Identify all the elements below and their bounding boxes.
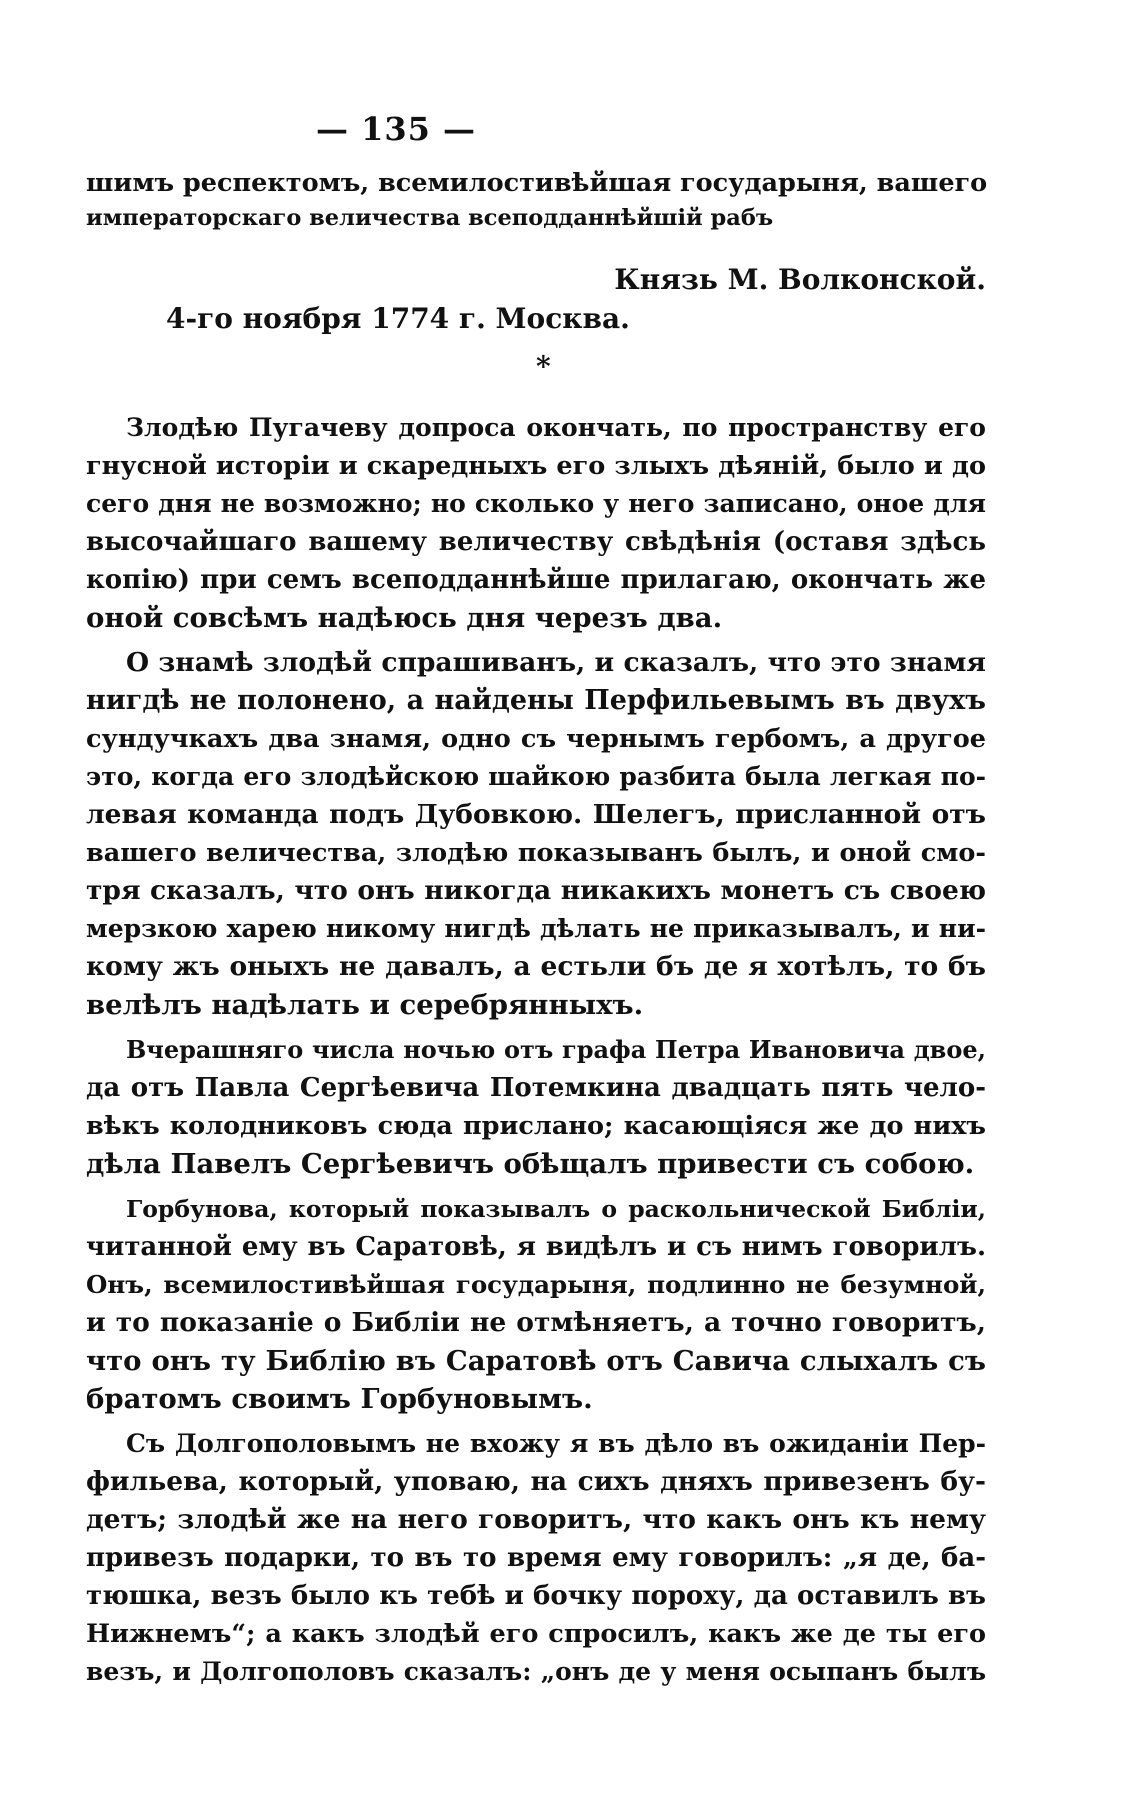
signature: Князь М. Волконской. (614, 263, 986, 296)
paragraph-line: нигдѣ не полонено, а найдены Перфильевымъ въ двухъ (86, 685, 986, 716)
paragraph-line: везъ, и Долгополовъ сказалъ: „онъ де у меня осыпанъ былъ (86, 1657, 986, 1686)
paragraph-line: сундучкахъ два знамя, одно съ чернымъ гербомъ, а другое (86, 724, 986, 754)
paragraph-line: О знамѣ злодѣй спрашиванъ, и сказалъ, что это знамя (126, 647, 986, 678)
paragraph-line: Вчерашняго числа ночью отъ графа Петра Ивановича двое, (126, 1035, 986, 1064)
paragraph-line: привезъ подарки, то въ то время ему говорилъ: „я де, ба- (86, 1543, 986, 1573)
paragraph-line: сего дня не возможно; но сколько у него записано, оное для (86, 489, 986, 518)
paragraph-line: мерзкою харею никому нигдѣ дѣлать не приказывалъ, и ни- (86, 914, 986, 943)
paragraph-line: оной совсѣмъ надѣюсь дня черезъ два. (86, 602, 723, 634)
section-separator: * (536, 350, 551, 383)
paragraph-line: Злодѣю Пугачеву допроса окончать, по пространству его (126, 413, 986, 442)
paragraph-line: Съ Долгополовымъ не вхожу я въ дѣло въ ожиданіи Пер- (126, 1429, 986, 1458)
paragraph-line: высочайшаго вашему величеству свѣдѣнія (оставя здѣсь (86, 527, 986, 557)
paragraph-line: гнусной исторіи и скаредныхъ его злыхъ дѣяній, было и до (86, 451, 986, 481)
paragraph-line: Нижнемъ“; а какъ злодѣй его спросилъ, какъ же де ты его (86, 1619, 986, 1649)
paragraph-line: кому жъ оныхъ не давалъ, а естьли бъ де я хотѣлъ, то бъ (86, 951, 986, 982)
paragraph-line: велѣлъ надѣлать и серебрянныхъ. (86, 989, 644, 1021)
paragraph-line: читанной ему въ Саратовѣ, я видѣлъ и съ нимъ говорилъ. (86, 1232, 986, 1262)
paragraph-line: вашего величества, злодѣю показыванъ былъ, и оной смо- (86, 838, 986, 868)
paragraph-line: фильева, который, уповаю, на сихъ дняхъ привезенъ бу- (86, 1466, 986, 1497)
paragraph-line: левая команда подъ Дубовкою. Шелегъ, присланной отъ (86, 799, 986, 830)
paragraph-line: детъ; злодѣй же на него говоритъ, что какъ онъ къ нему (86, 1504, 986, 1535)
paragraph-line: братомъ своимъ Горбуновымъ. (86, 1383, 593, 1415)
paragraph-line: тюшка, везъ было къ тебѣ и бочку пороху, да оставилъ въ (86, 1581, 986, 1611)
paragraph-line: дѣла Павелъ Сергѣевичъ обѣщалъ привести съ собою. (86, 1148, 975, 1180)
paragraph-line: копію) при семъ всеподданнѣйше прилагаю, окончать же (86, 565, 986, 595)
paragraph-line: это, когда его злодѣйскою шайкою разбита была легкая по- (86, 762, 986, 791)
paragraph-line: Горбунова, который показывалъ о раскольнической Библіи, (126, 1195, 986, 1223)
paragraph-line: и то показаніе о Библіи не отмѣняетъ, а точно говоритъ, (86, 1307, 986, 1338)
page-number: — 135 — (315, 110, 477, 148)
dateline: 4-го ноября 1774 г. Москва. (166, 302, 630, 335)
closing-line: императорскаго величества всеподданнѣйшій рабъ (86, 205, 774, 231)
paragraph-line: тря сказалъ, что онъ никогда никакихъ монетъ съ своею (86, 875, 986, 906)
paragraph-line: Онъ, всемилостивѣйшая государыня, подлинно не безумной, (86, 1270, 986, 1299)
paragraph-line: да отъ Павла Сергѣевича Потемкина двадцать пять чело- (86, 1073, 986, 1103)
paragraph-line: вѣкъ колодниковъ сюда прислано; касающіяся же до нихъ (86, 1111, 986, 1141)
paragraph-line: что онъ ту Библію въ Саратовѣ отъ Савича слыхалъ съ (86, 1345, 986, 1377)
closing-line: шимъ респектомъ, всемилостивѣйшая государыня, вашего (86, 168, 988, 198)
